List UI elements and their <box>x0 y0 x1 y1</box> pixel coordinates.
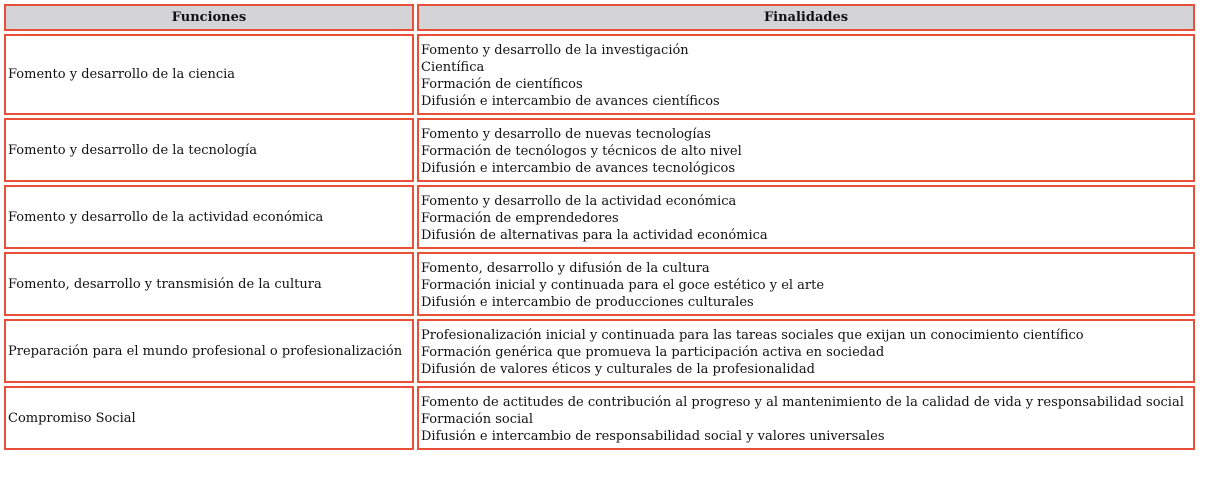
finalidad-item: Formación genérica que promueva la participación activa en sociedad <box>421 344 885 360</box>
funcion-cell: Fomento y desarrollo de la actividad económica <box>4 185 414 249</box>
header-funciones: Funciones <box>4 4 414 31</box>
funcion-cell: Fomento, desarrollo y transmisión de la cultura <box>4 252 414 316</box>
table-row <box>4 118 1195 182</box>
finalidad-item: Fomento, desarrollo y difusión de la cultura <box>421 260 710 276</box>
table-row <box>4 319 1195 383</box>
table-row <box>4 185 1195 249</box>
finalidad-item: Fomento y desarrollo de nuevas tecnologías <box>421 126 711 142</box>
finalidad-item: Formación social <box>421 411 534 427</box>
funcion-cell: Preparación para el mundo profesional o profesionalización <box>4 319 414 383</box>
functions-table-container <box>4 4 1195 450</box>
finalidad-item: Formación inicial y continuada para el goce estético y el arte <box>421 277 825 293</box>
functions-table <box>1 1 1198 453</box>
finalidades-cell <box>417 386 1195 450</box>
finalidad-item: Formación de científicos <box>421 76 583 92</box>
finalidad-item: Difusión de valores éticos y culturales de la profesionalidad <box>421 361 815 377</box>
finalidad-item: Difusión e intercambio de responsabilidad social y valores universales <box>421 428 885 444</box>
finalidades-cell <box>417 252 1195 316</box>
table-row <box>4 252 1195 316</box>
header-row <box>4 4 1195 31</box>
header-finalidades: Finalidades <box>417 4 1195 31</box>
finalidad-item: Fomento de actitudes de contribución al progreso y al mantenimiento de la calidad de vida y responsabilidad social <box>421 394 1184 410</box>
finalidades-cell <box>417 118 1195 182</box>
funcion-cell: Compromiso Social <box>4 386 414 450</box>
finalidad-item: Fomento y desarrollo de la investigación <box>421 42 689 58</box>
table-row <box>4 34 1195 115</box>
finalidad-item: Difusión e intercambio de avances científicos <box>421 93 720 109</box>
finalidad-item: Profesionalización inicial y continuada para las tareas sociales que exijan un conocimiento científico <box>421 327 1084 343</box>
funcion-cell: Fomento y desarrollo de la tecnología <box>4 118 414 182</box>
finalidades-cell <box>417 185 1195 249</box>
finalidad-item: Difusión e intercambio de avances tecnológicos <box>421 160 735 176</box>
finalidad-item: Formación de tecnólogos y técnicos de alto nivel <box>421 143 742 159</box>
funcion-cell: Fomento y desarrollo de la ciencia <box>4 34 414 115</box>
finalidad-item: Difusión de alternativas para la actividad económica <box>421 227 768 243</box>
finalidad-item: Difusión e intercambio de producciones culturales <box>421 294 754 310</box>
finalidades-cell <box>417 34 1195 115</box>
finalidades-cell <box>417 319 1195 383</box>
finalidad-item: Científica <box>421 59 485 75</box>
finalidad-item: Formación de emprendedores <box>421 210 619 226</box>
finalidad-item: Fomento y desarrollo de la actividad económica <box>421 193 737 209</box>
table-row <box>4 386 1195 450</box>
